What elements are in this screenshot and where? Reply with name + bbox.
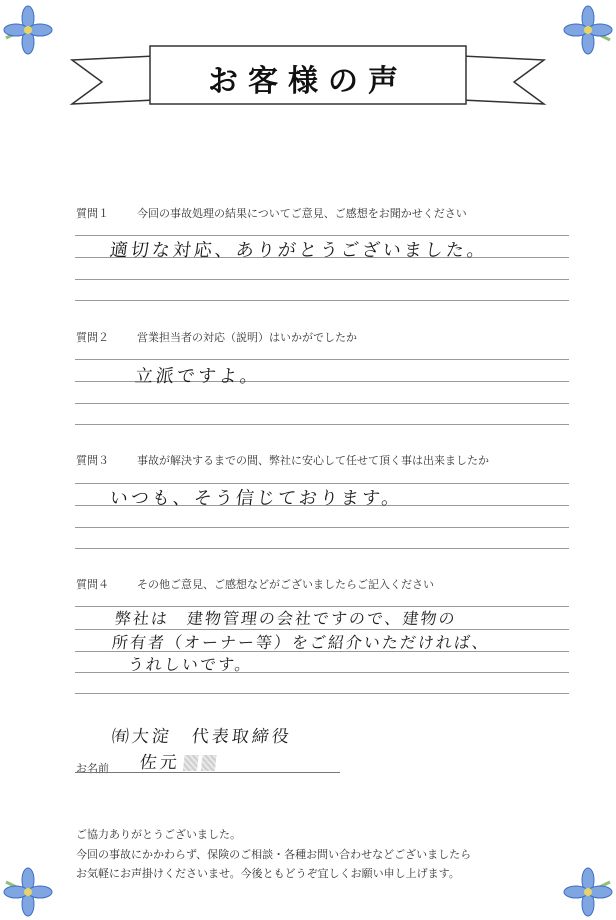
name-label: お名前 <box>76 762 109 775</box>
answer-line <box>75 527 569 528</box>
handwritten-surname: 佐元 <box>138 753 181 773</box>
handwritten-answer: いつも、そう信じております。 <box>108 488 404 509</box>
flower-corner-icon <box>546 0 616 70</box>
flower-corner-icon <box>0 0 70 70</box>
handwritten-answer: 弊社は 建物管理の会社ですので、建物の <box>113 609 458 628</box>
question-text: 事故が解決するまでの間、弊社に安心して任せて頂く事は出来ましたか <box>137 454 489 467</box>
page-title: お客様の声 <box>208 64 408 99</box>
flower-corner-icon <box>546 850 616 920</box>
redacted-block <box>183 755 199 771</box>
handwritten-answer: 所有者（オーナー等）をご紹介いただければ、 <box>110 633 491 652</box>
title-banner <box>62 36 554 116</box>
question-label: 質問３ <box>76 454 109 467</box>
question-label: 質問２ <box>76 331 109 344</box>
answer-line <box>75 548 569 549</box>
handwritten-answer: うれしいです。 <box>126 655 254 674</box>
question-text: 今回の事故処理の結果についてご意見、ご感想をお聞かせください <box>137 207 467 220</box>
closing-line: 今回の事故にかかわらず、保険のご相談・各種お問い合わせなどございましたら <box>76 848 472 861</box>
question-text: 営業担当者の対応（説明）はいかがでしたか <box>137 331 357 344</box>
handwritten-name <box>139 748 218 773</box>
closing-line: お気軽にお声掛けくださいませ。今後ともどうぞ宜しくお願い申し上げます。 <box>76 867 460 880</box>
answer-line <box>75 693 569 694</box>
question-label: 質問４ <box>76 578 109 591</box>
handwritten-answer: 立派ですよ。 <box>133 366 262 387</box>
answer-line <box>75 403 569 404</box>
name-line <box>75 772 340 773</box>
question-text: その他ご意見、ご感想などがございましたらご記入ください <box>137 578 434 591</box>
redacted-block <box>201 755 217 771</box>
question-label: 質問１ <box>76 207 109 220</box>
answer-line <box>75 424 569 425</box>
answer-line <box>75 300 569 301</box>
closing-line: ご協力ありがとうございました。 <box>76 828 241 841</box>
handwritten-answer: 適切な対応、ありがとうございました。 <box>108 240 489 261</box>
handwritten-company-title: ㈲大淀 代表取締役 <box>110 727 293 747</box>
flower-corner-icon <box>0 850 70 920</box>
answer-line <box>75 279 569 280</box>
answer-line <box>75 359 569 360</box>
